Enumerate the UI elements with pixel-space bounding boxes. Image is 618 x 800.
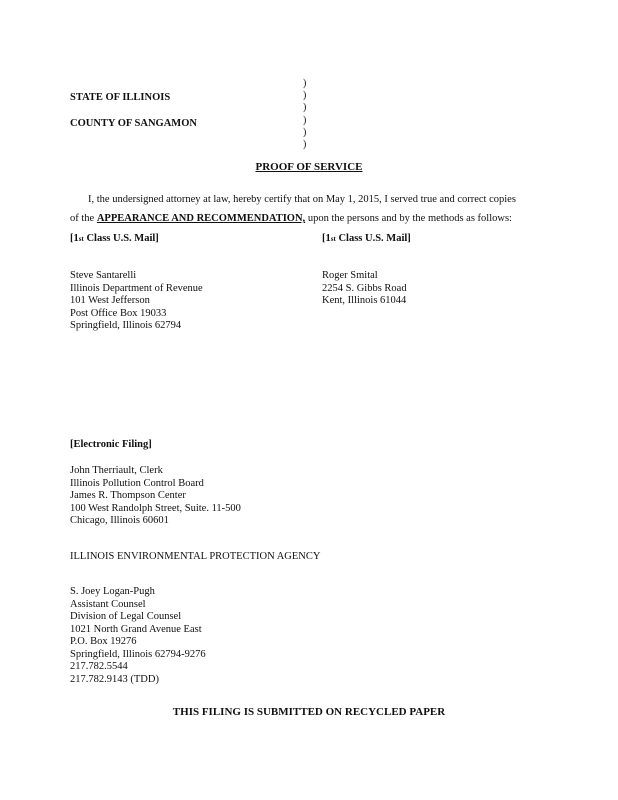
recipient-left-address [70, 270, 203, 333]
paren: ) [303, 102, 307, 114]
contact-line: 217.782.5544 [70, 661, 128, 672]
served-document: APPEARANCE AND RECOMMENDATION, [96, 213, 306, 224]
paren: ) [303, 90, 307, 102]
method-left: [1st Class U.S. Mail] [70, 233, 159, 244]
address-line: Chicago, Illinois 60601 [70, 515, 169, 526]
clerk-address [70, 465, 241, 528]
address-line: Springfield, Illinois 62794 [70, 320, 182, 331]
agency-name: ILLINOIS ENVIRONMENTAL PROTECTION AGENCY [70, 551, 321, 562]
caption-county: COUNTY OF SANGAMON [70, 118, 197, 129]
paren: ) [303, 114, 307, 126]
address-line: Roger Smital [322, 270, 378, 281]
contact-line: 217.782.9143 (TDD) [70, 673, 159, 685]
recycled-paper-notice: THIS FILING IS SUBMITTED ON RECYCLED PAPER [172, 706, 446, 718]
paren: ) [303, 126, 307, 138]
certification-line-2 [70, 213, 512, 225]
address-line: 101 West Jefferson [70, 295, 150, 306]
electronic-filing-label: [Electronic Filing] [70, 439, 152, 450]
address-line: Steve Santarelli [70, 270, 137, 281]
contact-line: Springfield, Illinois 62794-9276 [70, 648, 206, 660]
caption-parentheses [303, 78, 306, 151]
certification-line-1: I, the undersigned attorney at law, hereby certify that on May 1, 2015, I served true and correct copies [88, 194, 516, 205]
address-line: Illinois Department of Revenue [70, 282, 203, 294]
caption-state: STATE OF ILLINOIS [70, 92, 171, 103]
contact-line: S. Joey Logan-Pugh [70, 586, 155, 597]
paren: ) [303, 139, 307, 151]
contact-line: Division of Legal Counsel [70, 611, 182, 622]
method-right: [1st Class U.S. Mail] [322, 233, 411, 244]
line2-post: upon the persons and by the methods as follows: [305, 213, 512, 224]
address-line: Kent, Illinois 61044 [322, 295, 407, 306]
recipient-right-address [322, 270, 407, 308]
agency-contact [70, 586, 206, 686]
address-line: 100 West Randolph Street, Suite. 11-500 [70, 502, 241, 514]
address-line: John Therriault, Clerk [70, 465, 163, 476]
line2-pre: of the [70, 213, 97, 224]
paren: ) [303, 78, 307, 89]
contact-line: 1021 North Grand Avenue East [70, 623, 202, 635]
address-line: Illinois Pollution Control Board [70, 477, 204, 489]
document-title: PROOF OF SERVICE [255, 161, 363, 173]
contact-line: Assistant Counsel [70, 598, 146, 610]
address-line: James R. Thompson Center [70, 490, 186, 501]
address-line: 2254 S. Gibbs Road [322, 282, 407, 294]
contact-line: P.O. Box 19276 [70, 636, 137, 647]
address-line: Post Office Box 19033 [70, 307, 167, 319]
